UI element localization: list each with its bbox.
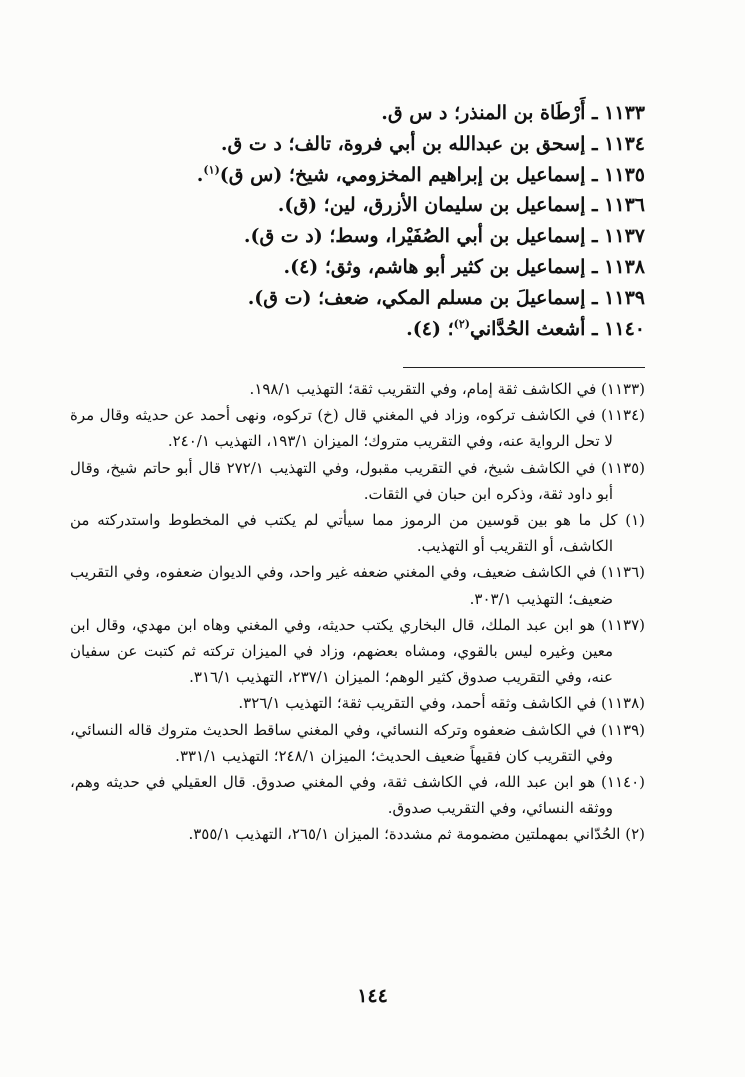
entry-1140 bbox=[85, 314, 645, 345]
entry-1137: ١١٣٧ ـ إسماعيل بن أبي الصُفَيْرا، وسط؛ (د ت ق). bbox=[243, 225, 645, 248]
note-1136: (١١٣٦) في الكاشف ضعيف، وفي المغني ضعفه غير واحد، وفي الديوان ضعفوه، وفي التقريب ضعيف؛ التهذيب ٣٠٣/١. bbox=[70, 563, 645, 608]
entry-1133: ١١٣٣ ـ أَرْطَاة بن المنذر؛ د س ق. bbox=[381, 102, 645, 124]
entry-1136: ١١٣٦ ـ إسماعيل بن سليمان الأزرق، لين؛ (ق). bbox=[277, 194, 645, 217]
entry-1140-text: ١١٤٠ ـ أشعث الحُدَّاني bbox=[470, 317, 645, 340]
entry-1140-end: ؛ (٤). bbox=[406, 317, 454, 340]
footnote-marker-2: (٢) bbox=[453, 317, 471, 331]
entry-1135-text: ١١٣٥ ـ إسماعيل بن إبراهيم المخزومي، شيخ؛ (س ق) bbox=[219, 163, 645, 186]
page-number: ١٤٤ bbox=[357, 985, 388, 1007]
note-1133: (١١٣٣) في الكاشف ثقة إمام، وفي التقريب ثقة؛ التهذيب ١٩٨/١. bbox=[249, 380, 645, 398]
entry-list bbox=[85, 98, 645, 344]
entry-1139: ١١٣٩ ـ إسماعيلَ بن مسلم المكي، ضعف؛ (ت ق). bbox=[247, 286, 645, 309]
note-1140: (١١٤٠) هو ابن عبد الله، في الكاشف ثقة، وفي المغني صدوق. قال العقيلي في حديثه وهم، ووثقه النسائي، وفي التقريب صدوق. bbox=[70, 773, 645, 818]
entry-1138: ١١٣٨ ـ إسماعيل بن كثير أبو هاشم، وثق؛ (٤). bbox=[283, 255, 645, 278]
footnotes bbox=[70, 376, 645, 848]
note-1134: (١١٣٤) في الكاشف تركوه، وزاد في المغني قال (خ) تركوه، ونهى أحمد عن حديثه وقال مرة لا تحل الرواية عنه، وفي التقريب متروك؛ الميزان ١٩٣/١، التهذيب ٢٤٠/١. bbox=[70, 406, 645, 451]
note-1137: (١١٣٧) هو ابن عبد الملك، قال البخاري يكتب حديثه، وفي المغني وهاه ابن مهدي، وقال ابن معين وغيره ليس بالقوي، ومشاه بعضهم، وزاد في الميزان تركته ثم كتبت عن سفيان عنه، وفي التقريب صدوق كثير الوهم؛ الميزان ٢٣٧/١، التهذيب ٣١٦/١. bbox=[70, 615, 645, 687]
note-1135: (١١٣٥) في الكاشف شيخ، في التقريب مقبول، وفي التهذيب ٢٧٢/١ قال أبو حاتم شيخ، وقال أبو داود ثقة، وذكره ابن حبان في الثقات. bbox=[70, 458, 645, 503]
footnote-2: (٢) الحُدّاني بمهملتين مضمومة ثم مشددة؛ الميزان ٢٦٥/١، التهذيب ٣٥٥/١. bbox=[188, 825, 645, 844]
note-1139: (١١٣٩) في الكاشف ضعفوه وتركه النسائي، وفي المغني ساقط الحديث متروك قاله النسائي، وفي التقريب كان فقيهاً ضعيف الحديث؛ الميزان ٢٤٨/١؛ التهذيب ٣٣١/١. bbox=[70, 720, 645, 765]
entry-1135 bbox=[85, 160, 645, 191]
footnote-1: (١) كل ما هو بين قوسين من الرموز مما سيأتي لم يكتب في المخطوط واستدركته من الكاشف، أو التقريب أو التهذيب. bbox=[70, 511, 645, 556]
entry-1135-end: . bbox=[196, 163, 204, 186]
entry-1134: ١١٣٤ ـ إسحق بن عبدالله بن أبي فروة، تالف؛ د ت ق. bbox=[220, 132, 645, 155]
note-1138: (١١٣٨) في الكاشف وثقه أحمد، وفي التقريب ثقة؛ التهذيب ٣٢٦/١. bbox=[238, 694, 645, 713]
footnote-divider bbox=[403, 367, 645, 368]
footnote-marker-1: (١) bbox=[203, 163, 220, 177]
